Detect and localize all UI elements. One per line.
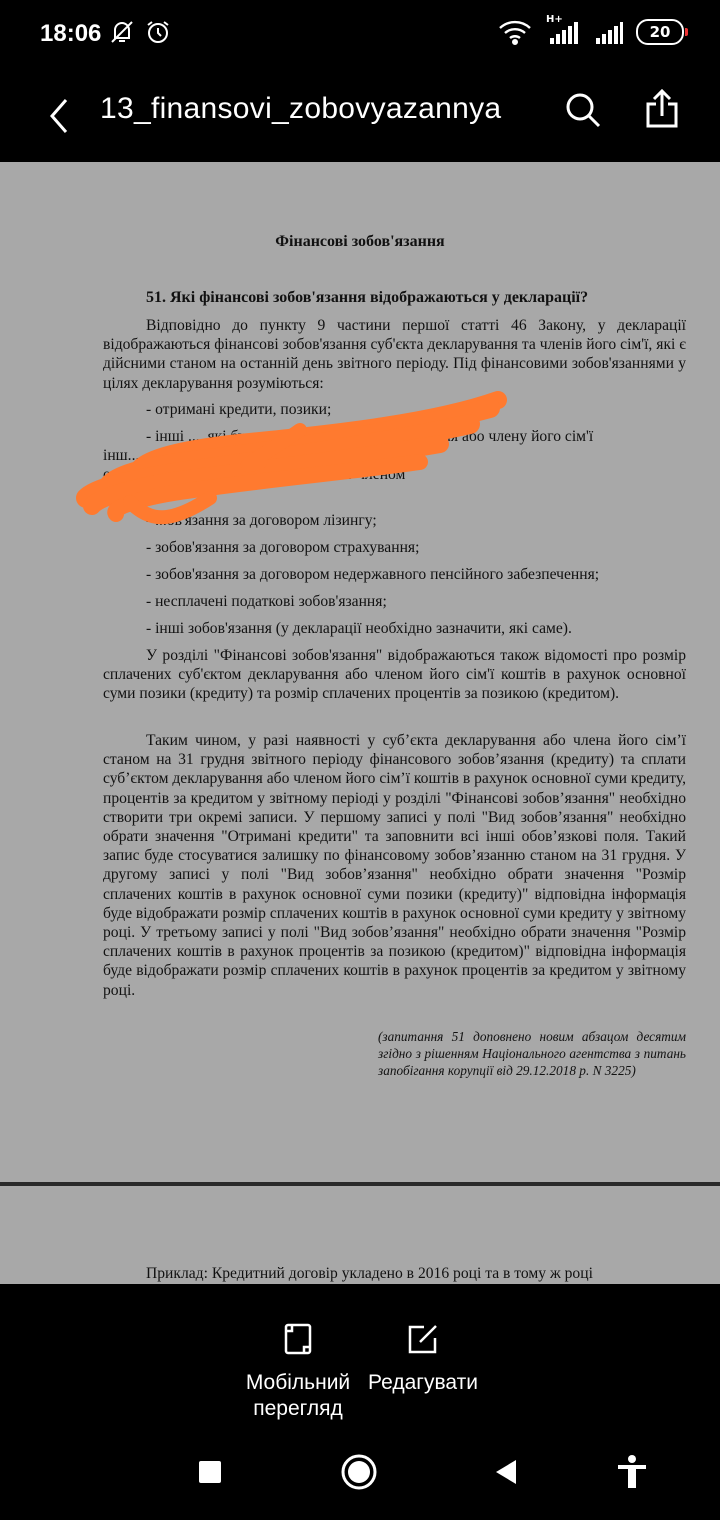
bottom-action-bar xyxy=(0,1284,720,1424)
battery-indicator xyxy=(636,19,684,45)
share-icon[interactable] xyxy=(644,88,680,130)
status-bar xyxy=(0,0,720,70)
list-item: - зобов'язання за договором страхування; xyxy=(146,539,420,556)
system-nav-bar xyxy=(0,1424,720,1520)
list-item: - отримані кредити, позики; xyxy=(146,401,332,418)
mobile-view-label: Мобільний перегляд xyxy=(245,1371,351,1420)
paragraph-1: Відповідно до пункту 9 частини першої статті 46 Закону, у декларації відображаються фінансові зобов'язання суб'єкта декларування та членів його сім'ї, які є дійсними станом на останній день звітного періоду. Під фінансовими зобов'язаннями у цілях декларування розуміються: xyxy=(103,317,686,392)
edit-icon xyxy=(406,1322,440,1356)
page-separator xyxy=(0,1182,720,1186)
mobile-view-button[interactable] xyxy=(236,1322,360,1422)
list-item: - зобов'язання за договором недержавного пенсійного забезпечення; xyxy=(146,566,600,583)
list-item: інш... ...бо ... ...ідсоткова фінансова допомога, xyxy=(103,447,406,464)
document-page-1 xyxy=(0,162,720,1180)
search-icon[interactable] xyxy=(563,90,603,130)
paragraph-3: Таким чином, у разі наявності у суб’єкта декларування або члена його сім’ї станом на 31 грудня звітного періоду фінансового зобов’язання (кредиту) та сплати суб’єктом декларування або членом його сім’ї коштів в рахунок основної суми кредиту, процентів за кредитом у звітному періоді у розділі "Фінансові зобов’язання" необхідно створити три окремі записи. У першому записі у полі "Вид зобов’язання" необхідно обрати значення "Отримані кредити" та заповнити всі інші обов’язкові поля. Такий запис буде стосуватися залишку по фінансовому зобов’язанню станом на 31 грудня. У другому записі у полі "Вид зобов’язання" необхідно обрати значення "Розмір сплачених коштів в рахунок основної суми позики (кредиту)" відповідна інформація буде відображати розмір сплачених коштів в рахунок основної суми кредиту у звітному році. У третьому записі у полі "Вид зобов’язання" необхідно обрати значення "Розмір сплачених коштів в рахунок процентів за позикою (кредитом)" відповідна інформація буде відображати розмір сплачених коштів в рахунок процентів за кредитом у звітному році. xyxy=(103,732,686,999)
list-item: - інші зобов'язання (у декларації необхідно зазначити, які саме). xyxy=(146,620,572,637)
document-title: 13_finansovi_zobovyazannya xyxy=(100,92,502,125)
list-item: - несплачені податкові зобов'язання; xyxy=(146,593,387,610)
network-type: H+ xyxy=(546,14,563,25)
mute-bell-icon xyxy=(108,18,136,46)
square-recents-icon[interactable] xyxy=(198,1460,222,1484)
alarm-icon xyxy=(144,18,172,46)
app-bar xyxy=(0,70,720,162)
redaction-strokes xyxy=(86,400,498,517)
back-arrow-icon[interactable] xyxy=(44,92,74,140)
battery-level: 20 xyxy=(649,23,671,41)
doc-heading: Фінансові зобов'язання xyxy=(275,233,445,250)
edit-button[interactable] xyxy=(358,1322,488,1396)
document-viewer[interactable] xyxy=(0,162,720,1284)
list-item: - ...ов'язання за договором лізингу; xyxy=(146,512,377,529)
question-title: 51. Які фінансові зобов'язання відображаються у декларації? xyxy=(146,289,589,306)
signal-1 xyxy=(544,14,582,46)
status-time: 18:06 xyxy=(40,20,102,47)
accessibility-icon[interactable] xyxy=(616,1454,648,1490)
list-item: отр... ...ні суб'єктом декларування або членом xyxy=(103,466,406,483)
cell-signal-2-icon xyxy=(594,18,624,46)
list-item: - інші ..., які були позичені суб'... декларування або члену його сім'ї xyxy=(146,428,594,445)
edit-label: Редагувати xyxy=(368,1371,478,1394)
wifi-icon xyxy=(498,19,532,45)
paragraph-2: У розділі "Фінансові зобов'язання" відображаються також відомості про розмір сплачених суб'єктом декларування або членом його сім'ї коштів в рахунок основної суми позики (кредиту) та розмір сплачених процентів за позикою (кредитом). xyxy=(103,647,686,703)
amendment-note: (запитання 51 доповнено новим абзацом десятим згідно з рішенням Національного агентства з питань запобігання корупції від 29.12.2018 р. N 3225) xyxy=(378,1029,686,1078)
triangle-back-icon[interactable] xyxy=(494,1458,518,1486)
document-page-2 xyxy=(0,1188,720,1284)
redaction-scribble xyxy=(0,162,720,562)
circle-home-icon[interactable] xyxy=(341,1454,377,1490)
mobile-view-icon xyxy=(283,1322,313,1356)
example-text: Приклад: Кредитний договір укладено в 2016 році та в тому ж році xyxy=(146,1265,593,1282)
